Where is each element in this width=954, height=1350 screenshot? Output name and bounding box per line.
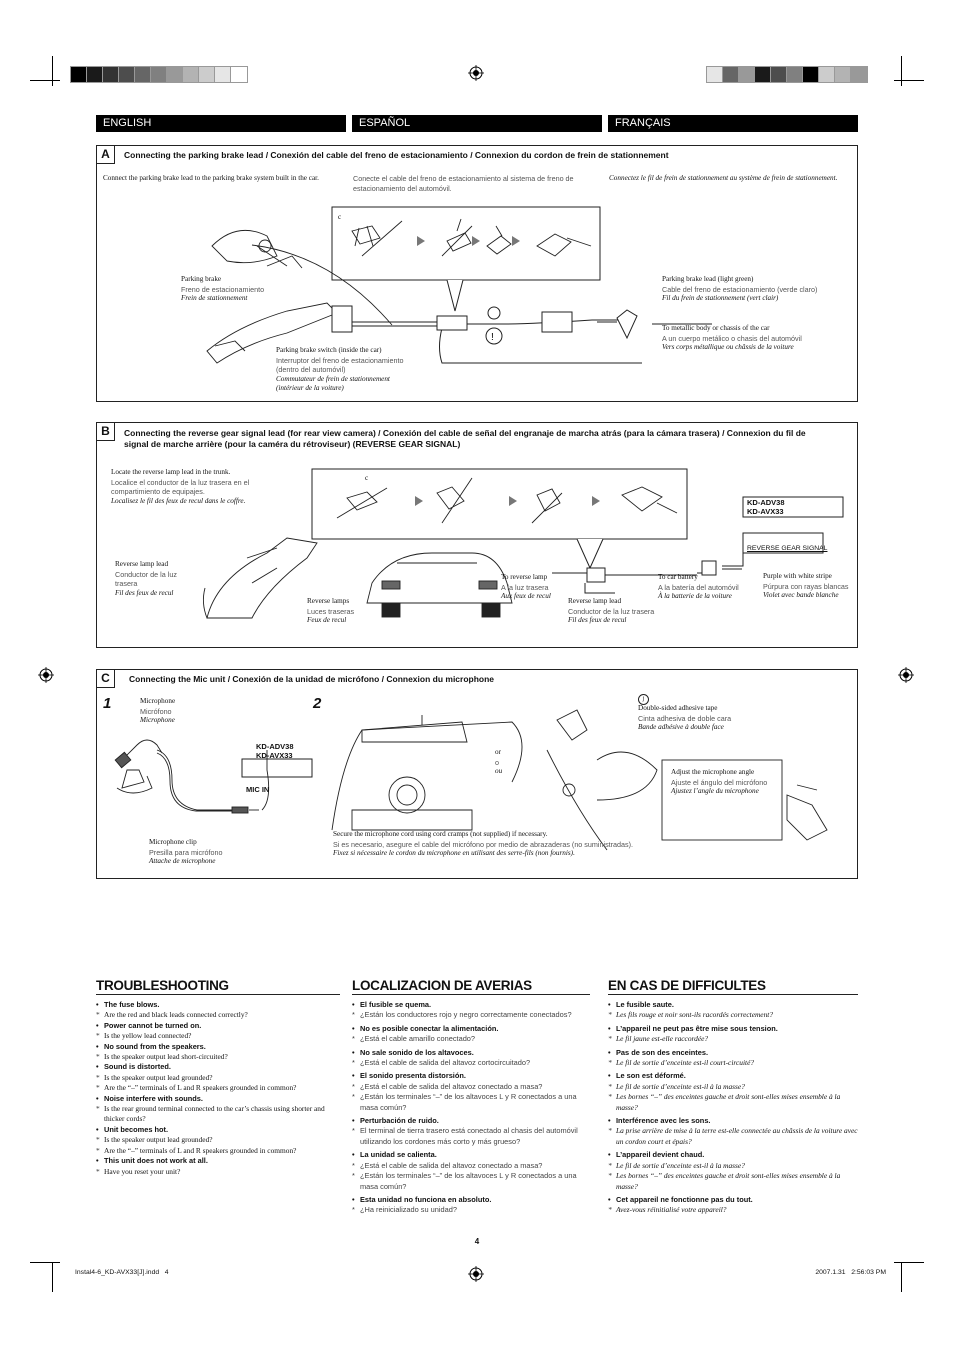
mic-in-label: MIC IN [246, 785, 270, 794]
problem-text: • Le fusible saute. [608, 1000, 858, 1010]
check-text: * Les fils rouge et noir sont-ils racordés correctement? [608, 1010, 858, 1020]
troubleshooting-item [608, 1150, 858, 1192]
check-text: * ¿Ha reinicializado su unidad? [352, 1205, 590, 1215]
troubleshooting-item [352, 1000, 590, 1021]
check-text: * Is the rear ground terminal connected to the car’s chassis using shorter and thicker cords? [96, 1104, 340, 1125]
step-1: 1 [103, 695, 112, 712]
label-or: or o ou [495, 748, 503, 776]
check-text: * Le fil de sortie d’enceinte est-il à la masse? [608, 1082, 858, 1092]
label-adjust-angle: Adjust the microphone angle Ajuste el ángulo del micrófono Ajustez l’angle du microphone [671, 768, 768, 796]
troubleshooting-french [608, 978, 858, 1216]
intro-spanish: Conecte el cable del freno de estacionamiento al sistema de freno de estacionamiento del automóvil. [353, 174, 574, 193]
troubleshooting-item [352, 1150, 590, 1192]
reverse-gear-illustration [97, 423, 859, 649]
section-letter: B [97, 423, 115, 441]
check-text: * ¿Está el cable de salida del altavoz conectado a masa? [352, 1082, 590, 1092]
problem-text: • Pas de son des enceintes. [608, 1048, 858, 1058]
check-text: * ¿Está el cable amarillo conectado? [352, 1034, 590, 1044]
label-to-reverse-lamp: To reverse lamp A la luz trasera Aux feux de recul [501, 573, 551, 601]
check-text: * Le fil jaune est-elle raccordée? [608, 1034, 858, 1044]
problem-text: • Cet appareil ne fonctionne pas du tout. [608, 1195, 858, 1205]
label-parking-brake-lead: Parking brake lead (light green) Cable del freno de estacionamiento (verde claro) Fil du frein de stationnement (vert clair) [662, 275, 818, 303]
check-text: * ¿Están los conductores rojo y negro correctamente conectados? [352, 1010, 590, 1020]
problem-text: • Power cannot be turned on. [96, 1021, 340, 1031]
check-text: * ¿Están los terminales “–” de los altavoces L y R conectados a una masa común? [352, 1092, 590, 1113]
crop-mark [894, 1262, 924, 1263]
check-text: * Le fil de sortie d’enceinte est-il court-circuité? [608, 1058, 858, 1068]
problem-text: • Esta unidad no funciona en absoluto. [352, 1195, 590, 1205]
problem-text: • Le son est déformé. [608, 1071, 858, 1081]
troubleshooting-spanish [352, 978, 590, 1216]
label-purple-wire: Purple with white stripe Púrpura con rayas blancas Violet avec bande blanche [763, 572, 849, 600]
problem-text: • El fusible se quema. [352, 1000, 590, 1010]
problem-text: • Noise interfere with sounds. [96, 1094, 340, 1104]
label-parking-brake: Parking brake Freno de estacionamiento Frein de stationnement [181, 275, 265, 303]
registration-mark [468, 65, 484, 81]
troubleshooting-english [96, 978, 340, 1177]
language-header-francais: FRANÇAIS [608, 115, 858, 132]
label-parking-brake-switch: Parking brake switch (inside the car) Interruptor del freno de estacionamiento (dentro del automóvil) Commutateur de frein de stationnement (intérieur de la voiture) [276, 346, 404, 393]
footer-filename: Instal4-6_KD-AVX33[J].indd 4 [75, 1269, 169, 1276]
problem-text: • Unit becomes hot. [96, 1125, 340, 1135]
problem-text: • The fuse blows. [96, 1000, 340, 1010]
label-to-car-battery: To car battery A la batería del automóvil À la batterie de la voiture [658, 573, 739, 601]
crop-mark [30, 80, 60, 81]
check-text: * La prise arrière de mise à la terre est-elle connectée au châssis de la voiture avec un cordon court et épais? [608, 1126, 858, 1147]
troubleshooting-item [96, 1042, 340, 1063]
section-a-parking-brake [96, 145, 858, 402]
troubleshooting-item [96, 1156, 340, 1177]
troubleshooting-item [96, 1021, 340, 1042]
crop-mark [901, 1262, 902, 1292]
svg-text:!: ! [491, 332, 494, 343]
step-2: 2 [313, 695, 322, 712]
troubleshooting-item [352, 1071, 590, 1113]
color-swatch [230, 66, 248, 83]
problem-text: • No es posible conectar la alimentación. [352, 1024, 590, 1034]
check-text: * Les bornes “–” des enceintes gauche et droit sont-elles mises ensemble à la masse? [608, 1092, 858, 1113]
crop-mark [52, 1262, 53, 1292]
crop-mark [30, 1262, 60, 1263]
problem-text: • L’appareil ne peut pas être mise sous tension. [608, 1024, 858, 1034]
check-text: * El terminal de tierra trasero está conectado al chasis del automóvil utilizando los cordones más corto y más grueso? [352, 1126, 590, 1147]
troubleshooting-item [608, 1024, 858, 1045]
check-text: * Is the yellow lead connected? [96, 1031, 340, 1041]
troubleshooting-item [608, 1116, 858, 1147]
problem-text: • Interférence avec les sons. [608, 1116, 858, 1126]
problem-text: • L’appareil devient chaud. [608, 1150, 858, 1160]
language-header-espanol: ESPAÑOL [352, 115, 602, 132]
label-metallic-body: To metallic body or chassis of the car A un cuerpo metálico o chasis del automóvil Vers corps métallique ou châssis de la voiture [662, 324, 802, 352]
intro-locate-lamp-lead: Locate the reverse lamp lead in the trunk. Localice el conductor de la luz trasera en el compartimiento de equipajes. Localisez le fil des feux de recul dans le coffre. [111, 468, 250, 505]
registration-mark [38, 667, 54, 683]
problem-text: • Perturbación de ruido. [352, 1116, 590, 1126]
troubleshooting-list [96, 1000, 340, 1177]
troubleshooting-item [352, 1024, 590, 1045]
check-text: * ¿Está el cable de salida del altavoz cortocircuitado? [352, 1058, 590, 1068]
registration-mark [898, 667, 914, 683]
problem-text: • No sound from the speakers. [96, 1042, 340, 1052]
problem-text: • No sale sonido de los altavoces. [352, 1048, 590, 1058]
check-text: * Is the speaker output lead grounded? [96, 1135, 340, 1145]
label-reverse-lamp-lead: Reverse lamp lead Conductor de la luz trasera Fil des feux de recul [568, 597, 655, 625]
label-reverse-lamps: Reverse lamps Luces traseras Feux de recul [307, 597, 355, 625]
check-text: * Is the speaker output lead short-circuited? [96, 1052, 340, 1062]
troubleshooting-item [352, 1195, 590, 1216]
troubleshooting-heading: EN CAS DE DIFFICULTES [608, 978, 858, 995]
check-text: * Is the speaker output lead grounded? [96, 1073, 340, 1083]
crop-mark [901, 56, 902, 86]
check-text: * Les bornes “–” des enceintes gauche et droit sont-elles mises ensemble à la masse? [608, 1171, 858, 1192]
check-text: * Have you reset your unit? [96, 1167, 340, 1177]
section-letter: C [97, 670, 115, 688]
problem-text: • La unidad se calienta. [352, 1150, 590, 1160]
color-swatch [850, 66, 868, 83]
crop-mark [52, 56, 53, 86]
problem-text: • Sound is distorted. [96, 1062, 340, 1072]
check-text: * Avez-vous réinitialisé votre appareil? [608, 1205, 858, 1215]
troubleshooting-list [608, 1000, 858, 1216]
crop-mark [894, 80, 924, 81]
page-number: 4 [474, 1237, 480, 1246]
registration-mark [468, 1266, 484, 1282]
troubleshooting-item [608, 1071, 858, 1113]
intro-french: Connectez le fil de frein de stationnement au système de frein de stationnement. [609, 174, 838, 182]
label-secure-cord: Secure the microphone cord using cord cramps (not supplied) if necessary. Si es necesario, asegure el cable del micrófono por medio de abrazaderas (no suministradas). Fixez si nécessaire le cordon du microphone en utilisant des serre-fils (non fournis). [333, 830, 634, 858]
label-microphone: Microphone Micrófono Microphone [140, 697, 176, 725]
model-label: KD-ADV38 KD-AVX33 [747, 498, 785, 516]
check-text: * Are the “–” terminals of L and R speakers grounded in common? [96, 1083, 340, 1093]
troubleshooting-heading: TROUBLESHOOTING [96, 978, 340, 995]
problem-text: • This unit does not work at all. [96, 1156, 340, 1166]
troubleshooting-item [608, 1048, 858, 1069]
troubleshooting-item [608, 1000, 858, 1021]
troubleshooting-item [96, 1000, 340, 1021]
terminal-label: REVERSE GEAR SIGNAL [747, 545, 828, 552]
language-header-english: ENGLISH [96, 115, 346, 132]
check-text: * ¿Están los terminales “–” de los altavoces L y R conectados a una masa común? [352, 1171, 590, 1192]
section-b-reverse-gear [96, 422, 858, 648]
section-c-microphone [96, 669, 858, 879]
troubleshooting-item [96, 1062, 340, 1093]
section-title: Connecting the reverse gear signal lead (for rear view camera) / Conexión del cable de señal del engranaje de marcha atrás (para la cámara trasera) / Connexion du fil de signal de marche arrière (pour la caméra du rétroviseur) (REVERSE GEAR SIGNAL) [124, 428, 806, 449]
label-microphone-clip: Microphone clip Presilla para micrófono Attache de microphone [149, 838, 223, 866]
footer-timestamp: 2007.1.31 2:56:03 PM [815, 1269, 886, 1276]
mark-c: c [338, 213, 342, 221]
intro-english: Connect the parking brake lead to the parking brake system built in the car. [103, 174, 319, 182]
troubleshooting-heading: LOCALIZACION DE AVERIAS [352, 978, 590, 995]
svg-text:c: c [365, 474, 369, 482]
mark-j: j [638, 694, 649, 705]
check-text: * Le fil de sortie d’enceinte est-il à la masse? [608, 1161, 858, 1171]
section-title: Connecting the parking brake lead / Conexión del cable del freno de estacionamiento / Connexion du cordon de frein de stationnement [124, 150, 669, 160]
check-text: * Are the “–” terminals of L and R speakers grounded in common? [96, 1146, 340, 1156]
troubleshooting-item [608, 1195, 858, 1216]
label-adhesive-tape: Double-sided adhesive tape Cinta adhesiva de doble cara Bande adhésive à double face [638, 704, 732, 732]
troubleshooting-item [352, 1048, 590, 1069]
check-text: * Are the red and black leads connected correctly? [96, 1010, 340, 1020]
troubleshooting-item [96, 1125, 340, 1156]
troubleshooting-item [96, 1094, 340, 1125]
section-letter: A [97, 146, 115, 164]
troubleshooting-item [352, 1116, 590, 1147]
model-label: KD-ADV38 KD-AVX33 [256, 742, 294, 760]
label-reverse-lamp-lead-trunk: Reverse lamp lead Conductor de la luz trasera Fil des feux de recul [115, 560, 177, 597]
troubleshooting-list [352, 1000, 590, 1216]
section-title: Connecting the Mic unit / Conexión de la unidad de micrófono / Connexion du microphone [129, 674, 495, 684]
problem-text: • El sonido presenta distorsión. [352, 1071, 590, 1081]
check-text: * ¿Está el cable de salida del altavoz conectado a masa? [352, 1161, 590, 1171]
